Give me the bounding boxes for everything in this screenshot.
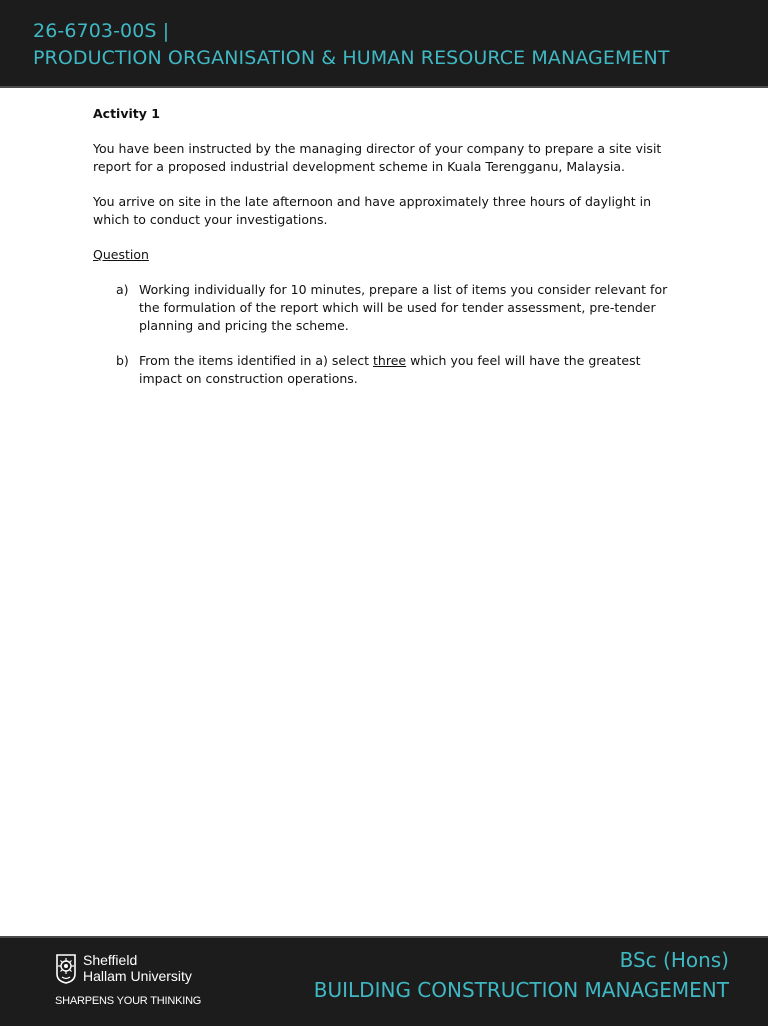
context-paragraph: You arrive on site in the late afternoon and have approximately three hours of daylight in which to conduct your investigations. xyxy=(93,194,652,227)
list-item xyxy=(93,352,683,388)
logo-wordmark-line2: Hallam University xyxy=(83,968,192,984)
document-body xyxy=(93,105,683,405)
degree-title: BSc (Hons) xyxy=(619,948,729,972)
programme-title: BUILDING CONSTRUCTION MANAGEMENT xyxy=(313,978,729,1002)
logo-wordmark-line1: Sheffield xyxy=(83,952,138,968)
university-logo xyxy=(55,953,205,1013)
list-item-text: Working individually for 10 minutes, prepare a list of items you consider relevant for the formulation of the report which will be used for tender assessment, pre-tender planning and pricing the scheme. xyxy=(139,282,668,333)
module-title: PRODUCTION ORGANISATION & HUMAN RESOURCE MANAGEMENT xyxy=(33,47,670,69)
page-footer xyxy=(0,936,768,1026)
module-code: 26-6703-00S | xyxy=(33,20,170,42)
page-header xyxy=(0,0,768,88)
list-marker: a) xyxy=(116,282,129,297)
list-item-text xyxy=(139,353,641,386)
list-item-text-before: From the items identified in a) select xyxy=(139,353,374,368)
emphasis-word: three xyxy=(373,353,407,368)
list-item-text-after: which you feel will have the greatest impact on construction operations. xyxy=(139,353,641,386)
sheffield-hallam-emblem-icon xyxy=(55,954,77,984)
list-marker: b) xyxy=(116,353,129,368)
question-label: Question xyxy=(93,247,149,262)
activity-heading: Activity 1 xyxy=(93,106,160,121)
intro-paragraph: You have been instructed by the managing director of your company to prepare a site visit report for a proposed industrial development scheme in Kuala Terengganu, Malaysia. xyxy=(93,141,662,174)
logo-tagline: SHARPENS YOUR THINKING xyxy=(55,995,202,1007)
list-item xyxy=(93,281,683,335)
